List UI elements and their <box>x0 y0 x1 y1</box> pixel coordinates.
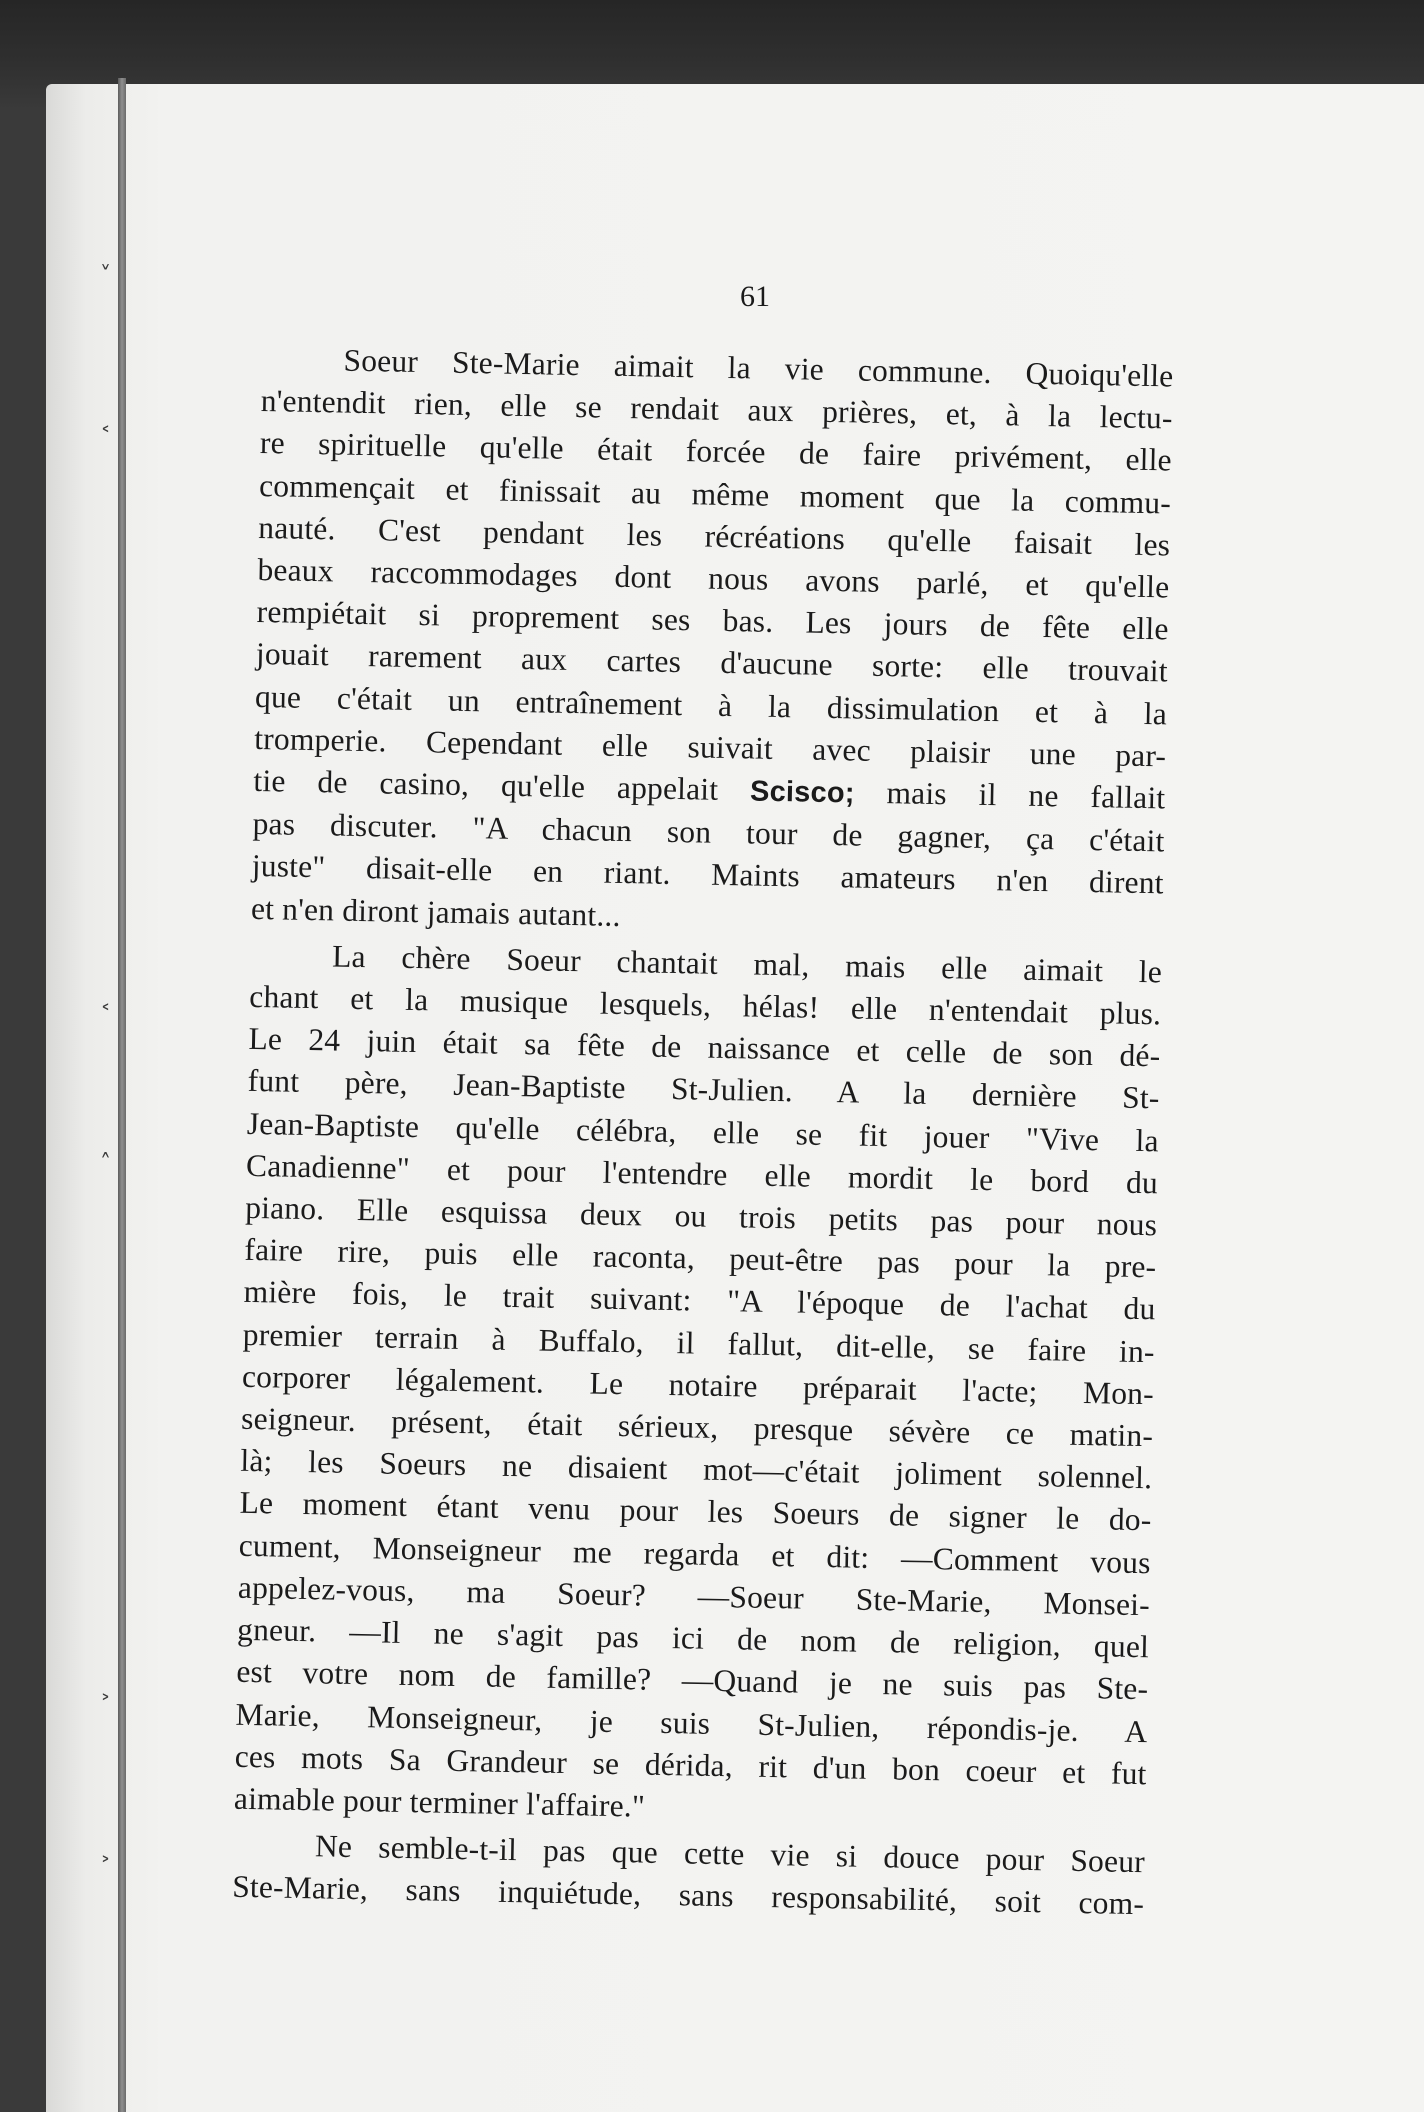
text-line: re spirituelle qu'elle était forcée de faire privément, elle <box>259 425 1173 478</box>
text-line-after-bold: mais il ne fallait <box>886 775 1166 816</box>
text-line: Marie, Monseigneur, je suis St-Julien, répondis-je. A <box>235 1696 1148 1749</box>
text-line: tromperie. Cependant elle suivait avec plaisir une par- <box>253 720 1167 774</box>
text-line: cument, Monseigneur me regarda et dit: —Comment vous <box>238 1527 1151 1580</box>
text-line: gneur. —Il ne s'agit pas ici de nom de religion, quel <box>236 1611 1150 1665</box>
text-line: juste" disait-elle en riant. Maints amateurs n'en dirent <box>251 848 1165 901</box>
text-line: aimable pour terminer l'affaire." <box>233 1780 646 1824</box>
text-line: Le moment étant venu pour les Soeurs de signer le do- <box>239 1485 1152 1538</box>
text-line-before-bold: tie de casino, qu'elle appelait <box>253 762 719 807</box>
text-line: appelez-vous, ma Soeur? —Soeur Ste-Marie, Monsei- <box>237 1569 1151 1623</box>
page-number: 61 <box>740 280 770 313</box>
body-text <box>232 338 1174 1926</box>
text-line: là; les Soeurs ne disaient mot—c'était joliment solennel. <box>240 1443 1153 1496</box>
text-line: La chère Soeur chantait mal, mais elle aimait le <box>331 938 1163 990</box>
bold-term-scisco: Scisco; <box>749 775 855 810</box>
text-line: seigneur. présent, était sérieux, presque sévère ce matin- <box>240 1400 1154 1454</box>
text-line: ces mots Sa Grandeur se dérida, rit d'un bon coeur et fut <box>234 1738 1147 1791</box>
text-line: pas discuter. "A chacun son tour de gagner, ça c'était <box>252 806 1165 859</box>
binding-spine <box>118 78 126 2112</box>
text-line: jouait rarement aux cartes d'aucune sorte: elle trouvait <box>255 636 1169 689</box>
text-line: funt père, Jean-Baptiste St-Julien. A la dernière St- <box>247 1063 1160 1116</box>
binding-stitch-mark: ˃ <box>100 1855 111 1880</box>
text-line: faire rire, puis elle raconta, peut-être pas pour la pre- <box>244 1232 1157 1285</box>
text-line: Ne semble-t-il pas que cette vie si douce pour Soeur <box>314 1828 1146 1880</box>
text-line: que c'était un entraînement à la dissimulation et à la <box>254 678 1168 732</box>
binding-stitch-mark: ˂ <box>100 1003 111 1028</box>
text-line: nauté. C'est pendant les récréations qu'elle faisait les <box>258 509 1171 563</box>
binding-stitch-mark: ˄ <box>100 1151 111 1176</box>
binding-stitch-mark: ˃ <box>100 1693 111 1718</box>
text-line: rempiétait si proprement ses bas. Les jours de fête elle <box>256 594 1169 647</box>
text-line: Ste-Marie, sans inquiétude, sans responsabilité, soit com- <box>231 1869 1145 1922</box>
text-line: Soeur Ste-Marie aimait la vie commune. Quoiqu'elle <box>343 342 1174 394</box>
text-line: premier terrain à Buffalo, il fallut, dit-elle, se faire in- <box>242 1316 1156 1369</box>
text-line: piano. Elle esquissa deux ou trois petits pas pour nous <box>244 1189 1158 1243</box>
text-line: Jean-Baptiste qu'elle célébra, elle se fit jouer "Vive la <box>246 1105 1160 1159</box>
text-line: est votre nom de famille? —Quand je ne suis pas Ste- <box>236 1654 1149 1707</box>
text-line: chant et la musique lesquels, hélas! elle n'entendait plus. <box>249 978 1162 1032</box>
text-line: et n'en diront jamais autant... <box>250 890 621 933</box>
text-line: mière fois, le trait suivant: "A l'époque de l'achat du <box>243 1274 1156 1327</box>
text-line: corporer légalement. Le notaire préparait l'acte; Mon- <box>241 1358 1155 1412</box>
binding-stitch-mark: ˅ <box>100 263 111 288</box>
text-line: Le 24 juin était sa fête de naissance et celle de son dé- <box>248 1021 1161 1074</box>
text-line: commençait et finissait au même moment que la commu- <box>258 467 1172 521</box>
text-line: Canadienne" et pour l'entendre elle mordit le bord du <box>245 1147 1159 1201</box>
text-line: beaux raccommodages dont nous avons parlé, et qu'elle <box>257 551 1170 605</box>
binding-stitch-mark: ˂ <box>100 425 111 450</box>
text-line: n'entendit rien, elle se rendait aux prières, et, à la lectu- <box>260 383 1173 436</box>
